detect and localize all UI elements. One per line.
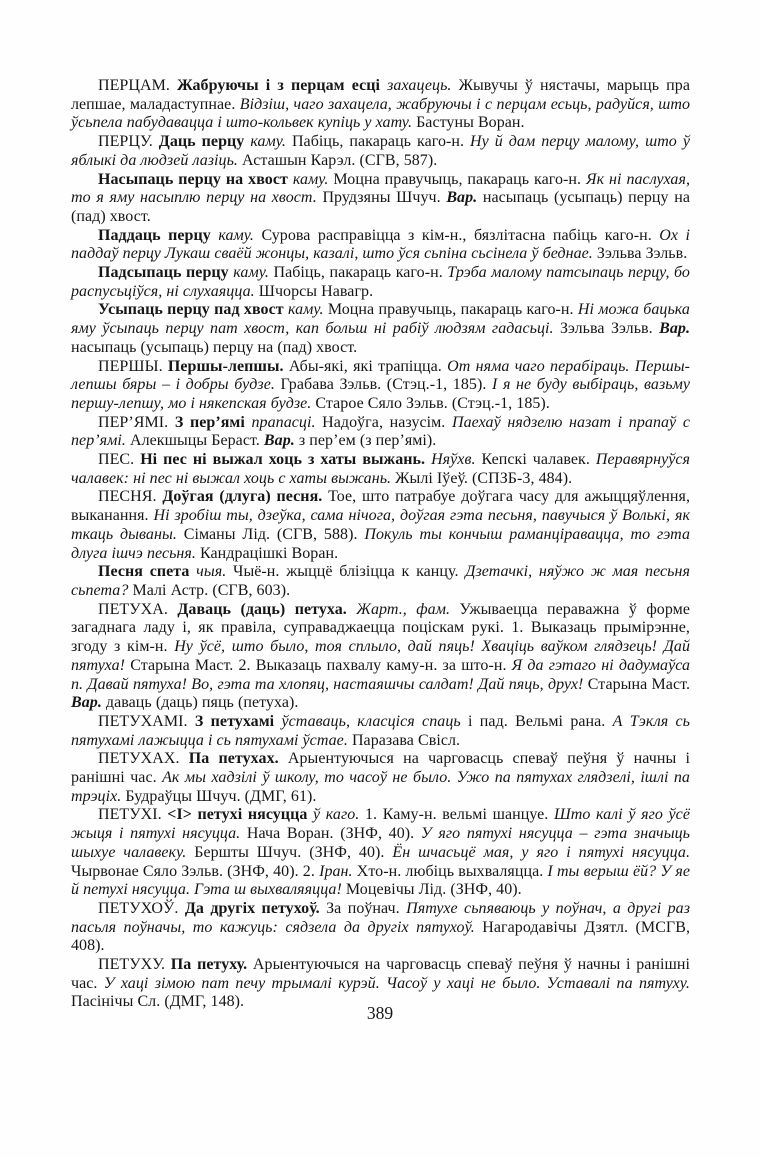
page-number: 389 — [366, 1003, 394, 1023]
example-text: Паехаў нядзелю назат і прапаў с пер’ямі. — [71, 413, 691, 450]
definition-text: Жывучы ў нястачы, марыць пра лепшае, маладаступнае. — [71, 77, 690, 113]
dictionary-entry-petukhakh — [71, 750, 690, 806]
example-text: Перавярнуўся чалавек: ні пес ні выжал хоць с хаты выжань. — [71, 451, 691, 487]
definition-text: Паразава Свісл. — [351, 731, 461, 749]
example-text: Як ні паслухая, то я яму насыплю перцу на хвост. — [71, 170, 690, 207]
definition-text: Бастуны Воран. — [416, 114, 525, 132]
dictionary-entry-petukha — [71, 601, 690, 713]
dictionary-entry-percu — [71, 133, 690, 170]
entry-headword: Насыпаць перцу на хвост — [98, 170, 293, 188]
example-text: От няма чаго перабіраць. Першы-лепшы бяры – і добры будзе. — [71, 357, 690, 394]
definition-text: Пасінічы Сл. (ДМГ, 148). — [71, 993, 245, 1011]
entry-headword: Да другіх петухоў. — [184, 899, 327, 917]
dictionary-entry-peryami — [71, 414, 690, 451]
definition-text: ПЕРШЫ. — [98, 357, 168, 375]
definition-text: Чырвонае Сяло Зэльв. (ЗНФ, 40). 2. — [71, 862, 320, 880]
definition-text: Надоўга, назусім. — [322, 413, 453, 431]
definition-text: ПЕТУХОЎ. — [98, 899, 185, 917]
definition-text: Пабіць, пакараць каго-н. — [273, 264, 448, 282]
variant-label: Вар. — [71, 694, 106, 712]
definition-text: Хто-н. любіць выхваляцца. — [356, 862, 548, 880]
dictionary-entry-pesnya-speta — [71, 563, 690, 600]
definition-text: Моцевічы Лід. (ЗНФ, 40). — [345, 881, 522, 899]
example-text: каму. — [250, 133, 292, 151]
entry-headword: Даваць (даць) петуха. — [177, 600, 357, 618]
definition-text: і пад. Вельмі рана. — [468, 712, 613, 730]
entry-headword: Па петуху. — [170, 956, 253, 974]
definition-text: Абы-які, які трапіцца. — [288, 357, 448, 375]
example-text: Ні можа бацька яму ўсыпаць перцу пат хвост, кап больш ні рабіў людзям гадасьці. — [71, 301, 690, 338]
dictionary-entry-paddac-percu — [71, 227, 690, 264]
definition-text: Кандрацішкі Воран. — [200, 544, 339, 562]
dictionary-entry-petukhi — [71, 806, 690, 900]
example-text: ўставаць, класціся спаць — [281, 712, 468, 730]
example-text: Жарт., фам. — [356, 600, 460, 618]
example-text: Трэба малому патсыпаць перцу, бо распусьціўся, ні слухаяцца. — [71, 264, 690, 300]
definition-text: Арыентуючыся на чарговасць спеваў пеўня ў начны і ранішні час. — [71, 750, 690, 787]
entry-headword: З пер’ямі — [174, 413, 252, 431]
entry-headword: Жабруючы і з перцам есці — [177, 77, 388, 94]
example-text: каму. — [233, 264, 274, 282]
example-text: У яго пятухі нясуцца – гэта значыць шыхуе чалавеку. — [71, 825, 690, 861]
example-text: Відзіш, чаго захацела, жабруючы і с перцам есьць, радуйся, што ўсьпела пабудавацца і што-кольвек купіць у хату. — [71, 95, 691, 132]
definition-text: Будраўцы Шчуч. (ДМГ, 61). — [125, 787, 317, 805]
definition-text: Нача Воран. (ЗНФ, 40). — [246, 825, 421, 843]
example-text: каму. — [292, 170, 334, 188]
dictionary-entry-pershy — [71, 358, 690, 414]
definition-text: За поўнач. — [326, 899, 407, 917]
example-text: Ак мы хадзілі ў школу, то часоў не было. Ужо па пятухах глядзелі, ішлі па трэціх. — [71, 769, 690, 805]
definition-text: з пер’ем (з пер’ямі). — [298, 432, 437, 450]
definition-text: Зэльва Зэльв. — [559, 320, 660, 338]
example-text: Няўхв. — [431, 451, 482, 469]
definition-text: насыпаць (усыпаць) перцу на (пад) хвост. — [71, 189, 691, 225]
definition-text: Пабіць, пакараць каго-н. — [291, 133, 471, 151]
definition-text: ПЕР’ЯМІ. — [98, 413, 175, 431]
example-text: Што калі ў яго ўсё жыця і пятухі нясуцца. — [71, 806, 690, 843]
definition-text: ПЕС. — [98, 451, 141, 469]
definition-text: ПЕТУХУ. — [98, 956, 171, 974]
definition-text: Зэльва Зэльв. — [596, 245, 688, 263]
definition-text: насыпаць (усыпаць) перцу на (пад) хвост. — [71, 338, 358, 356]
entry-headword: Першы-лепшы. — [167, 357, 289, 375]
entry-headword: Доўгая (длуга) песня. — [162, 488, 329, 506]
entry-headword: Ні пес ні выжал хоць з хаты выжань. — [140, 451, 432, 469]
dictionary-entry-petukhou — [71, 900, 690, 956]
definition-text: ПЕРЦАМ. — [98, 77, 178, 94]
example-text: Дзетачкі, няўжо ж мая песьня сьпета? — [71, 563, 690, 599]
variant-label: Вар. — [263, 432, 299, 450]
example-text: У хаці зімою пат печу трымалі курэй. Часоў у хаці не было. Уставалі па пятуху. — [103, 974, 690, 992]
example-text: Покуль ты кончыш раманціравацца, то гэта длуга ішчэ песьня. — [71, 525, 691, 562]
entry-headword: Падсыпаць перцу — [98, 264, 234, 282]
definition-text: ПЕТУХІ. — [98, 806, 168, 824]
example-text: І ты верыш ёй? У яе й петухі нясуцца. Гэта ш выхваляяцца! — [71, 862, 690, 899]
definition-text: Шчорсы Навагр. — [258, 282, 374, 300]
entry-headword: З петухамі — [194, 712, 282, 730]
example-text: Іран. — [319, 862, 357, 880]
definition-text: Нагародавічы Дзятл. (МСГВ, 408). — [71, 918, 690, 955]
example-text: Пятухе сьпяваюць у поўнач, а другі раз пасьля поўначы, то кажуць: сядзела да другіх пятухоў. — [71, 899, 691, 936]
definition-text: ПЕТУХАХ. — [98, 750, 189, 768]
definition-text: ПЕТУХА. — [98, 600, 178, 618]
definition-text: Асташын Карэл. (СГВ, 587). — [242, 151, 438, 169]
definition-text: Кепскі чалавек. — [481, 451, 596, 469]
variant-label: Вар. — [446, 189, 483, 207]
entry-headword: <І> петухі нясуцца — [167, 806, 314, 824]
example-text: А Тэкля сь пятухамі лажыцца і сь пятухамі ўстае. — [71, 712, 691, 749]
example-text: Ну ўсё, што было, тоя сплыло, дай пяць! Хваціць ваўком глядзець! Дай пятуха! — [71, 638, 691, 674]
example-text: Ох і паддаў перцу Лукаш сваёй жонцы, казалі, што ўся сьпіна сьсінела ў беднае. — [71, 226, 690, 263]
definition-text: ПЕТУХАМІ. — [98, 712, 195, 730]
dictionary-entry-nasypac-percu — [71, 171, 690, 227]
definition-text: Ужываецца пераважна ў форме загаднага ладу і, як правіла, суправаджаецца поціскам рукі. 1. Выказаць прымірэнне, згоду з кім-н. — [71, 600, 690, 656]
example-text: Ні зробіш ты, дзеўка, сама нічога, доўгая гэта песьня, павучыся ў Волькі, як ткаць дываны. — [71, 507, 690, 543]
example-text: чыя. — [196, 563, 234, 581]
definition-text: Прудзяны Шчуч. — [322, 189, 447, 207]
definition-text: 1. Каму-н. вельмі шанцуе. — [364, 806, 554, 824]
definition-text: даваць (даць) пяць (петуха). — [105, 694, 299, 712]
example-text: захацець. — [387, 77, 459, 94]
dictionary-entry-percam — [71, 77, 690, 133]
example-text: каму. — [218, 226, 262, 244]
definition-text: Сіманы Лід. (СГВ, 588). — [183, 525, 365, 543]
definition-text: Грабава Зэльв. (Стэц.-1, 185). — [280, 376, 492, 394]
entry-headword: Даць перцу — [158, 133, 251, 151]
definition-text: Чыё-н. жыццё блізіцца к канцу. — [233, 563, 466, 581]
definition-text: Бершты Шчуч. (ЗНФ, 40). — [194, 843, 393, 861]
definition-text: Малі Астр. (СГВ, 603). — [132, 581, 291, 599]
definition-text: Старына Маст. — [587, 675, 690, 693]
dictionary-entry-petukhami — [71, 713, 690, 750]
definition-text: Алекшыцы Бераст. — [129, 432, 264, 450]
example-text: прапасці. — [251, 413, 323, 431]
example-text: І я не буду выбіраць, вазьму першу-лепшу, мо і някепская будзе. — [71, 376, 690, 412]
definition-text: Жылі Іўеў. (СПЗБ-3, 484). — [395, 469, 573, 487]
entry-headword: Песня спета — [98, 563, 197, 581]
definition-text: Старына Маст. 2. Выказаць пахвалу каму-н. за што-н. — [130, 656, 512, 674]
definition-text: ПЕСНЯ. — [98, 488, 163, 506]
example-text: Я да гэтаго ні дадумаўса п. Давай пятуха! Во, гэта та хлопяц, настаяшчы салдат! Дай пяць, друх! — [71, 656, 691, 693]
entry-headword: Паддаць перцу — [98, 226, 219, 244]
example-text: Ну й дам перцу малому, што ў яблыкі да людзей лазіць. — [71, 133, 690, 169]
dictionary-entry-pes — [71, 451, 690, 488]
definition-text: Старое Сяло Зэльв. (Стэц.-1, 185). — [315, 394, 550, 412]
entries-container — [71, 77, 690, 1012]
definition-text: Моцна правучыць, пакараць каго-н. — [327, 301, 578, 319]
definition-text: Сурова расправіцца з кім-н., бязлітасна пабіць каго-н. — [261, 226, 660, 244]
dictionary-entry-padsypac-percu — [71, 264, 690, 301]
definition-text: Арыентуючыся на чарговасць спеваў пеўня ў начны і ранішні час. — [71, 956, 690, 992]
definition-text: Тое, што патрабуе доўгага часу для ажыццяўлення, выканання. — [71, 488, 690, 525]
entry-headword: Усыпаць перцу пад хвост — [98, 301, 288, 319]
example-text: каму. — [287, 301, 328, 319]
entry-headword: Па петухах. — [188, 750, 288, 768]
variant-label: Вар. — [659, 320, 690, 338]
example-text: Ён шчасьцё мая, у яго і пятухі нясуцца. — [392, 843, 690, 861]
definition-text: ПЕРЦУ. — [98, 133, 159, 151]
dictionary-entry-usypac-percu — [71, 301, 690, 357]
definition-text: Моцна правучыць, пакараць каго-н. — [333, 170, 586, 188]
example-text: ў каго. — [313, 806, 365, 824]
dictionary-entry-pesnya — [71, 488, 690, 563]
